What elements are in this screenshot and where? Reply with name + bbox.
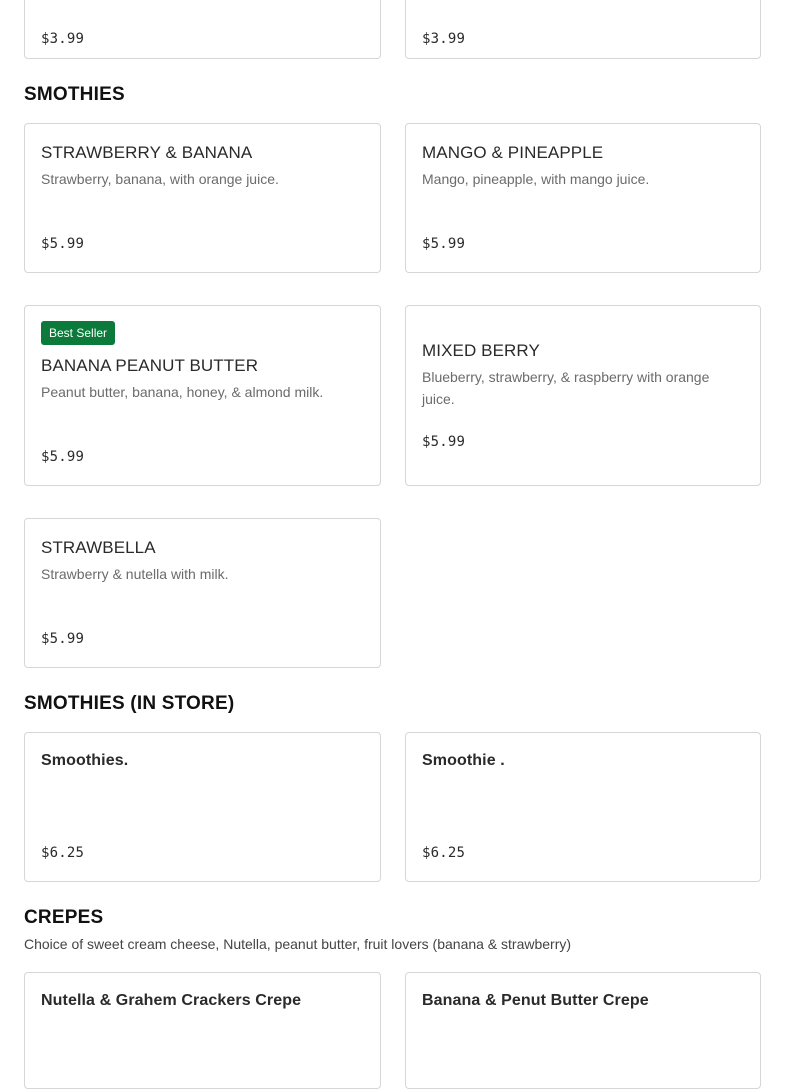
item-name: BANANA PEANUT BUTTER xyxy=(41,356,259,375)
menu-item-card[interactable] xyxy=(24,972,381,1089)
menu-item-card[interactable] xyxy=(24,305,381,486)
menu-item-card[interactable] xyxy=(24,732,381,882)
item-price: $5.99 xyxy=(41,631,85,647)
item-price: $5.99 xyxy=(422,434,466,450)
item-price: $5.99 xyxy=(41,449,85,465)
item-price: $5.99 xyxy=(41,236,85,252)
item-description: Blueberry, strawberry, & raspberry with orange juice. xyxy=(422,369,710,407)
item-name: Nutella & Grahem Crackers Crepe xyxy=(41,992,302,1009)
item-name: STRAWBELLA xyxy=(41,538,156,557)
section-title-crepes: CREPES xyxy=(24,907,104,928)
menu-item-card[interactable] xyxy=(405,0,761,59)
menu-item-card[interactable] xyxy=(24,518,381,668)
item-description: Strawberry, banana, with orange juice. xyxy=(41,171,279,187)
item-price: $6.25 xyxy=(422,845,466,861)
item-description: Strawberry & nutella with milk. xyxy=(41,566,229,582)
item-name: Banana & Penut Butter Crepe xyxy=(422,992,649,1009)
menu-item-card[interactable] xyxy=(405,305,761,486)
item-description: Mango, pineapple, with mango juice. xyxy=(422,171,650,187)
item-name: Smoothies. xyxy=(41,752,129,769)
item-price: $5.99 xyxy=(422,236,466,252)
menu-item-card[interactable] xyxy=(24,0,381,59)
item-name: Smoothie . xyxy=(422,752,505,769)
menu-item-card[interactable] xyxy=(24,123,381,273)
item-price: $6.25 xyxy=(41,845,85,861)
section-title-smoothies: SMOTHIES xyxy=(24,84,125,105)
item-name: STRAWBERRY & BANANA xyxy=(41,143,253,162)
section-title-smoothies-in-store: SMOTHIES (IN STORE) xyxy=(24,693,235,714)
item-name: MANGO & PINEAPPLE xyxy=(422,143,604,162)
menu-item-card[interactable] xyxy=(405,732,761,882)
item-price: $3.99 xyxy=(422,31,466,47)
item-name: MIXED BERRY xyxy=(422,341,540,360)
best-seller-badge: Best Seller xyxy=(41,321,115,345)
item-price: $3.99 xyxy=(41,31,85,47)
section-subtitle: Choice of sweet cream cheese, Nutella, peanut butter, fruit lovers (banana & strawberry) xyxy=(24,936,572,952)
menu-item-card[interactable] xyxy=(405,972,761,1089)
menu-item-card[interactable] xyxy=(405,123,761,273)
item-description: Peanut butter, banana, honey, & almond milk. xyxy=(41,384,324,400)
